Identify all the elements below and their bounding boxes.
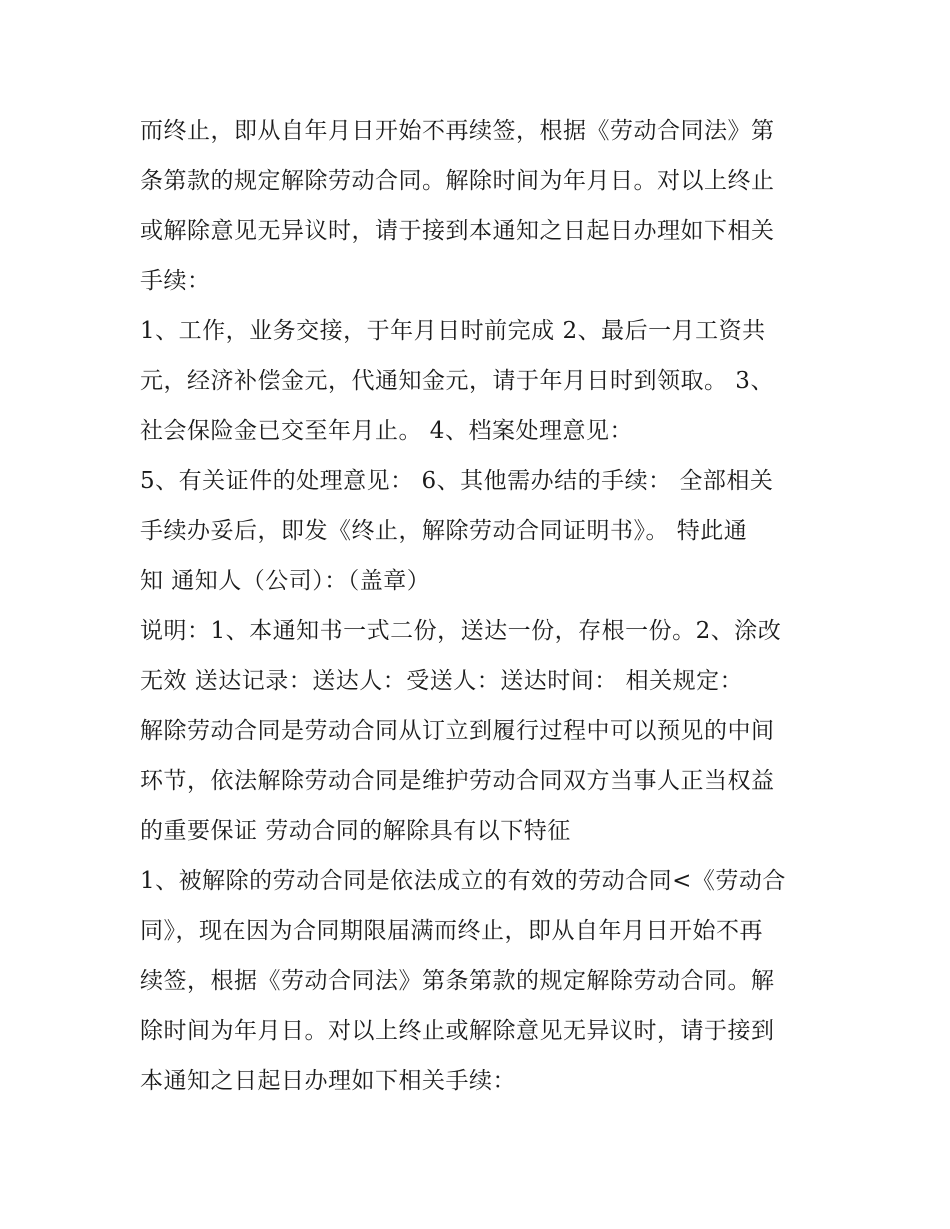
text-line: 1、工作，业务交接，于年月日时前完成 2、最后一月工资共 [140,318,766,344]
text-line: 元，经济补偿金元，代通知金元，请于年月日时到领取。 3、 [140,368,774,394]
text-line: 条第款的规定解除劳动合同。解除时间为年月日。对以上终止 [140,168,775,194]
text-line: 5、有关证件的处理意见： 6、其他需办结的手续： 全部相关 [140,468,774,494]
text-line: 续签，根据《劳动合同法》第条第款的规定解除劳动合同。解 [140,968,775,994]
text-line: 的重要保证 劳动合同的解除具有以下特征 [140,818,571,844]
text-line: 知 通知人（公司）：（盖章） [140,568,431,594]
text-line: 说明：1、本通知书一式二份，送达一份，存根一份。2、涂改 [140,618,782,644]
text-line: 或解除意见无异议时，请于接到本通知之日起日办理如下相关 [140,218,775,244]
text-line: 社会保险金已交至年月止。 4、档案处理意见： [140,418,633,444]
text-line: 手续： [140,268,211,294]
text-line: 环节，依法解除劳动合同是维护劳动合同双方当事人正当权益 [140,768,775,794]
text-line: 同》，现在因为合同期限届满而终止，即从自年月日开始不再 [140,918,763,944]
text-line: 解除劳动合同是劳动合同从订立到履行过程中可以预见的中间 [140,718,775,744]
text-line: 1、被解除的劳动合同是依法成立的有效的劳动合同<《劳动合 [140,868,786,894]
text-line: 而终止，即从自年月日开始不再续签，根据《劳动合同法》第 [140,118,775,144]
text-line: 除时间为年月日。对以上终止或解除意见无异议时，请于接到 [140,1018,775,1044]
text-line: 无效 送达记录：送达人：受送人：送达时间： 相关规定： [140,668,744,694]
text-line: 本通知之日起日办理如下相关手续： [140,1068,516,1094]
text-line: 手续办妥后，即发《终止，解除劳动合同证明书》。 特此通 [140,518,748,544]
document-body [140,106,812,1106]
